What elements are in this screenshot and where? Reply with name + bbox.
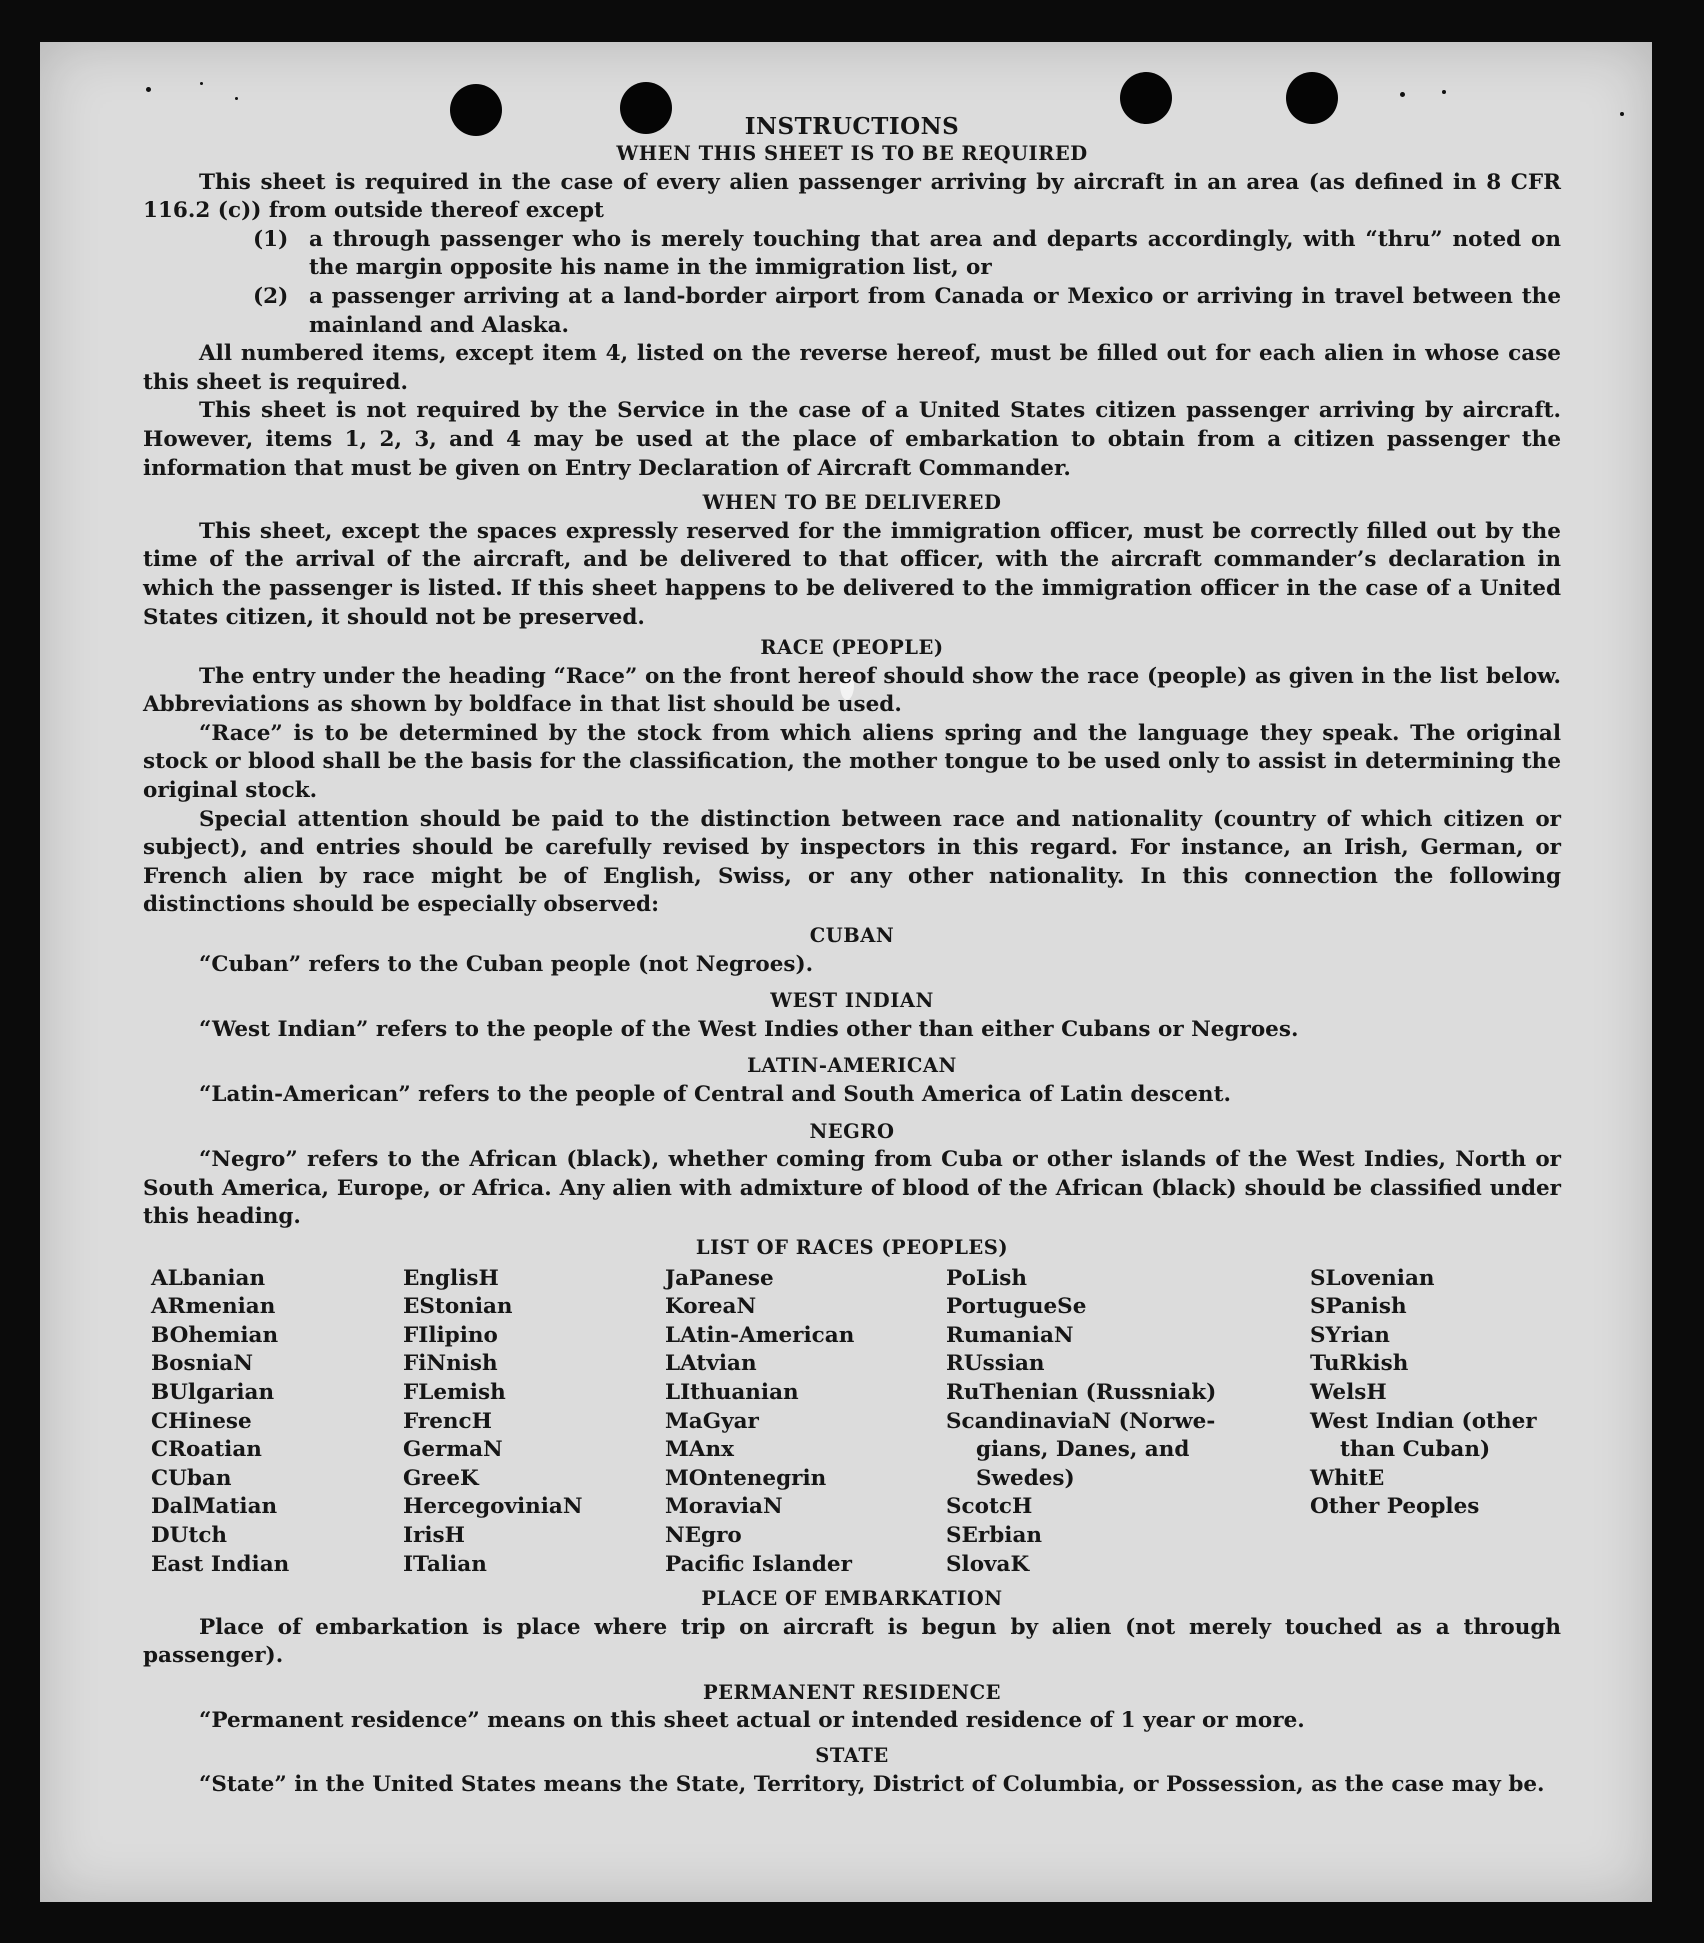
exception-text: a through passenger who is merely touching that area and departs accordingly, with “thru” noted on the margin opposite his name in the immigration list, or	[309, 226, 1561, 281]
race-item: HercegoviniaN	[403, 1494, 583, 1520]
section-heading-embarkation: PLACE OF EMBARKATION	[701, 1587, 1003, 1611]
race-item: SYrian	[1310, 1322, 1390, 1348]
race-item: TuRkish	[1310, 1351, 1409, 1377]
embarkation-text: Place of embarkation is place where trip on aircraft is begun by alien (not merely touched as a through passenger).	[143, 1614, 1561, 1669]
west-indian-text: “West Indian” refers to the people of the West Indies other than either Cubans or Negroes.	[199, 1016, 1299, 1042]
race-item: SlovaK	[946, 1551, 1030, 1577]
negro-text: “Negro” refers to the African (black), whether coming from Cuba or other islands of the West Indies, North or South America, Europe, or Africa. Any alien with admixture of blood of the African (black) should be classified under this heading.	[143, 1147, 1561, 1230]
race-item: BosniaN	[151, 1351, 253, 1377]
race-item: FrencH	[403, 1408, 492, 1434]
race-item: EnglisH	[403, 1265, 499, 1291]
race-item: RumaniaN	[946, 1322, 1074, 1348]
exception-item	[253, 283, 1561, 340]
race-item: GreeK	[403, 1465, 479, 1491]
residence-text: “Permanent residence” means on this sheet actual or intended residence of 1 year or more.	[199, 1708, 1305, 1734]
race-item: SErbian	[946, 1522, 1043, 1548]
race-item: FIlipino	[403, 1322, 498, 1348]
exception-number: (2)	[253, 283, 289, 309]
race-item: PoLish	[946, 1265, 1027, 1291]
section-heading-latin-american: LATIN-AMERICAN	[747, 1054, 957, 1078]
race-item: Pacific Islander	[665, 1551, 852, 1577]
race-item: PortugueSe	[946, 1294, 1087, 1320]
race-item: DalMatian	[151, 1494, 278, 1520]
race-para-3: Special attention should be paid to the distinction between race and nationality (country of which citizen or subject), and entries should be carefully revised by inspectors in this regard. For instance, an Irish, German, or French alien by race might be of English, Swiss, or any other nationality. In this connection the following distinctions should be especially observed:	[143, 806, 1561, 918]
section-heading-west-indian: WEST INDIAN	[770, 989, 934, 1013]
cuban-text: “Cuban” refers to the Cuban people (not Negroes).	[199, 951, 814, 977]
race-item: Other Peoples	[1310, 1494, 1480, 1520]
race-item: East Indian	[151, 1551, 290, 1577]
race-item: ScandinaviaN (Norwe-	[946, 1408, 1216, 1434]
race-item: RUssian	[946, 1351, 1045, 1377]
race-item: WhitE	[1310, 1465, 1385, 1491]
race-item: West Indian (other	[1310, 1408, 1537, 1434]
race-para-2: “Race” is to be determined by the stock from which aliens spring and the language they speak. The original stock or blood shall be the basis for the classification, the mother tongue to be used only to assist in determining the original stock.	[143, 720, 1561, 804]
race-item: FLemish	[403, 1379, 506, 1405]
race-item: ARmenian	[151, 1294, 276, 1320]
races-list	[151, 1265, 1561, 1580]
race-item: KoreaN	[665, 1294, 757, 1320]
race-item: JaPanese	[665, 1265, 774, 1291]
race-item: ALbanian	[151, 1265, 266, 1291]
race-item: RuThenian (Russniak)	[946, 1379, 1217, 1405]
exception-text: a passenger arriving at a land-border airport from Canada or Mexico or arriving in travel between the mainland and Alaska.	[309, 283, 1561, 338]
races-column-5	[1310, 1265, 1570, 1580]
race-item: FiNnish	[403, 1351, 498, 1377]
race-item: GermaN	[403, 1437, 503, 1463]
delivered-text: This sheet, except the spaces expressly reserved for the immigration officer, must be correctly filled out by the time of the arrival of the aircraft, and be delivered to that officer, with the aircraft commander’s declaration in which the passenger is listed. If this sheet happens to be delivered to the immigration officer in the case of a United States citizen, it should not be preserved.	[143, 518, 1561, 630]
page-title: INSTRUCTIONS	[744, 113, 960, 140]
latin-american-text: “Latin-American” refers to the people of Central and South America of Latin descent.	[199, 1082, 1231, 1107]
race-item: IrisH	[403, 1522, 465, 1548]
section-heading-race: RACE (PEOPLE)	[760, 636, 944, 660]
section-heading-races-list: LIST OF RACES (PEOPLES)	[695, 1235, 1009, 1259]
race-item: EStonian	[403, 1294, 513, 1320]
race-item: MAnx	[665, 1437, 734, 1463]
race-item: MaGyar	[665, 1408, 759, 1434]
race-item: BUlgarian	[151, 1379, 275, 1405]
section-heading-state: STATE	[815, 1744, 889, 1768]
race-item: ITalian	[403, 1551, 487, 1577]
race-item: CHinese	[151, 1408, 252, 1434]
race-item: SPanish	[1310, 1294, 1407, 1320]
race-item: LAtvian	[665, 1351, 757, 1377]
races-column-3	[665, 1265, 946, 1580]
state-text: “State” in the United States means the State, Territory, District of Columbia, or Possession, as the case may be.	[199, 1771, 1545, 1797]
section-heading-delivered: WHEN TO BE DELIVERED	[702, 491, 1002, 515]
exception-number: (1)	[253, 226, 289, 252]
race-item: BOhemian	[151, 1322, 279, 1348]
race-item: MOntenegrin	[665, 1465, 827, 1491]
required-para-3: This sheet is not required by the Service in the case of a United States citizen passenger arriving by aircraft. However, items 1, 2, 3, and 4 may be used at the place of embarkation to obtain from a citizen passenger the information that must be given on Entry Declaration of Aircraft Commander.	[143, 398, 1561, 481]
race-item-continued: gians, Danes, and	[976, 1437, 1190, 1463]
race-item-continued: Swedes)	[976, 1465, 1075, 1491]
section-heading-cuban: CUBAN	[809, 924, 895, 948]
races-column-4	[946, 1265, 1310, 1580]
race-item: ScotcH	[946, 1494, 1033, 1520]
race-item-continued: than Cuban)	[1340, 1437, 1491, 1463]
race-item: LAtin-American	[665, 1322, 855, 1348]
race-item: DUtch	[151, 1522, 228, 1548]
race-item: CRoatian	[151, 1437, 262, 1463]
races-column-1	[151, 1265, 403, 1580]
section-heading-required: WHEN THIS SHEET IS TO BE REQUIRED	[616, 142, 1088, 165]
exception-item	[253, 226, 1561, 283]
required-para-2: All numbered items, except item 4, listed on the reverse hereof, must be filled out for each alien in whose case this sheet is required.	[143, 341, 1561, 395]
instructions-content	[143, 112, 1561, 1799]
race-item: MoraviaN	[665, 1494, 783, 1520]
race-item: WelsH	[1310, 1379, 1387, 1405]
races-column-2	[403, 1265, 665, 1580]
race-item: SLovenian	[1310, 1265, 1435, 1291]
race-para-1: The entry under the heading “Race” on the front hereof should show the race (people) as given in the list below. Abbreviations as shown by boldface in that list should be used.	[143, 663, 1561, 718]
race-item: NEgro	[665, 1522, 742, 1548]
section-heading-residence: PERMANENT RESIDENCE	[702, 1680, 1001, 1704]
race-item: LIthuanian	[665, 1379, 799, 1405]
document-sheet	[40, 42, 1652, 1902]
required-intro: This sheet is required in the case of every alien passenger arriving by aircraft in an area (as defined in 8 CFR 116.2 (c)) from outside thereof except	[143, 169, 1561, 224]
race-item: CUban	[151, 1465, 232, 1491]
section-heading-negro: NEGRO	[809, 1119, 895, 1143]
